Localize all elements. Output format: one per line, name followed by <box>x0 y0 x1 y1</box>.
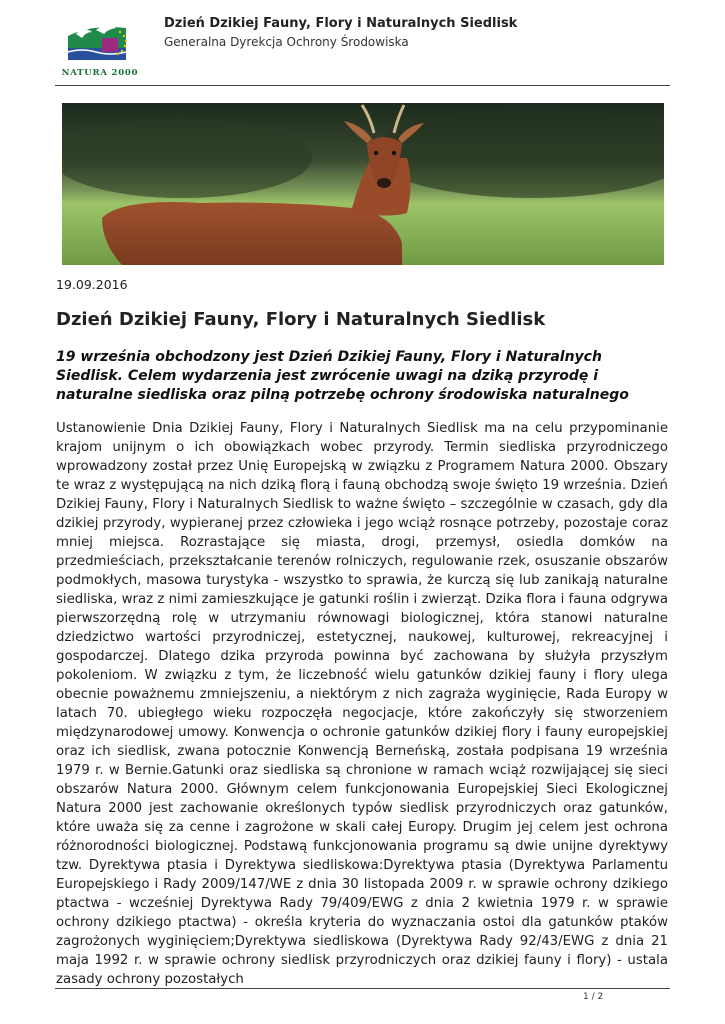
natura-2000-logo <box>62 18 142 80</box>
logo-text: NATURA 2000 <box>62 68 139 78</box>
header-subtitle: Generalna Dyrekcja Ochrony Środowiska <box>164 35 409 49</box>
hero-image-deer <box>62 103 664 265</box>
header-title: Dzień Dzikiej Fauny, Flory i Naturalnych Siedlisk <box>164 16 518 31</box>
article-body: Ustanowienie Dnia Dzikiej Fauny, Flory i Naturalnych Siedlisk ma na celu przypominanie krajom unijnym o ich obowiązkach wobec przyrody. Termin siedliska przyrodniczego wprowadzony został przez Unię Europejską w związku z Programem Natura 2000. Obszary te wraz z występującą na nich dziką florą i fauną obchodzą swoje święto 19 września. Dzień Dzikiej Fauny, Flory i Naturalnych Siedlisk to ważne święto – szczególnie w czasach, gdy dla dzikiej przyrody, wypieranej przez człowieka i jego wciąż rosnące potrzeby, pozostaje coraz mniej miejsca. Rozrastające się miasta, drogi, przemysł, osiedla domków na przedmieściach, przekształcanie terenów rolniczych, regulowanie rzek, osuszanie obszarów podmokłych, masowa turystyka - wszystko to sprawia, że kurczą się lub zanikają naturalne siedliska, wraz z nimi zamieszkujące je gatunki roślin i zwierząt. Dzika flora i fauna odgrywa pierwszorzędną rolę w utrzymaniu równowagi biologicznej, która stanowi naturalne dziedzictwo wartości przyrodniczej, estetycznej, naukowej, kulturowej, rekreacyjnej i gospodarczej. Dlatego dzika przyroda powinna być zachowana by służyła przyszłym pokoleniom. W związku z tym, że liczebność wielu gatunków dzikiej fauny i flory ulega obecnie poważnemu zmniejszeniu, a niektórym z nich zagraża wyginięcie, Rada Europy w latach 70. ubiegłego wieku rozpoczęła negocjacje, które zakończyły się stworzeniem międzynarodowej umowy. Konwencja o ochronie gatunków dzikiej flory i fauny europejskiej oraz ich siedlisk, zwana potocznie Konwencją Berneńską, została podpisana 19 września 1979 r. w Bernie.Gatunki oraz siedliska są chronione w ramach wciąż rozwijającej się sieci obszarów Natura 2000. Głównym celem funkcjonowania Europejskiej Sieci Ekologicznej Natura 2000 jest zachowanie określonych typów siedlisk przyrodniczych oraz gatunków, które uważa się za cenne i zagrożone w skali całej Europy. Drugim jej celem jest ochrona różnorodności biologicznej. Podstawą funkcjonowania programu są dwie unijne dyrektywy tzw. Dyrektywa ptasia i Dyrektywa siedliskowa:Dyrektywa ptasia (Dyrektywa Parlamentu Europejskiego i Rady 2009/147/WE z dnia 30 listopada 2009 r. w sprawie ochrony dzikiego ptactwa - wcześniej Dyrektywa Rady 79/409/EWG z dnia 2 kwietnia 1979 r. w sprawie ochrony dzikiego ptactwa) - określa kryteria do wyznaczania ostoi dla gatunków ptaków zagrożonych wyginięciem;Dyrektywa siedliskowa (Dyrektywa Rady 92/43/EWG z dnia 21 maja 1992 r. w sprawie ochrony siedlisk przyrodniczych oraz dzikiej fauny i flory) - ustala zasady ochrony pozostałych <box>56 421 668 987</box>
header-divider <box>55 85 670 86</box>
page-number: 1 / 2 <box>583 992 604 1002</box>
article-date: 19.09.2016 <box>56 277 128 292</box>
article-title: Dzień Dzikiej Fauny, Flory i Naturalnych Siedlisk <box>56 309 546 330</box>
footer-divider <box>55 988 670 989</box>
article-lead: 19 września obchodzony jest Dzień Dzikiej Fauny, Flory i Naturalnych Siedlisk. Celem wydarzenia jest zwrócenie uwagi na dziką przyrodę i naturalne siedliska oraz pilną potrzebę ochrony środowiska naturalnego <box>56 349 629 403</box>
